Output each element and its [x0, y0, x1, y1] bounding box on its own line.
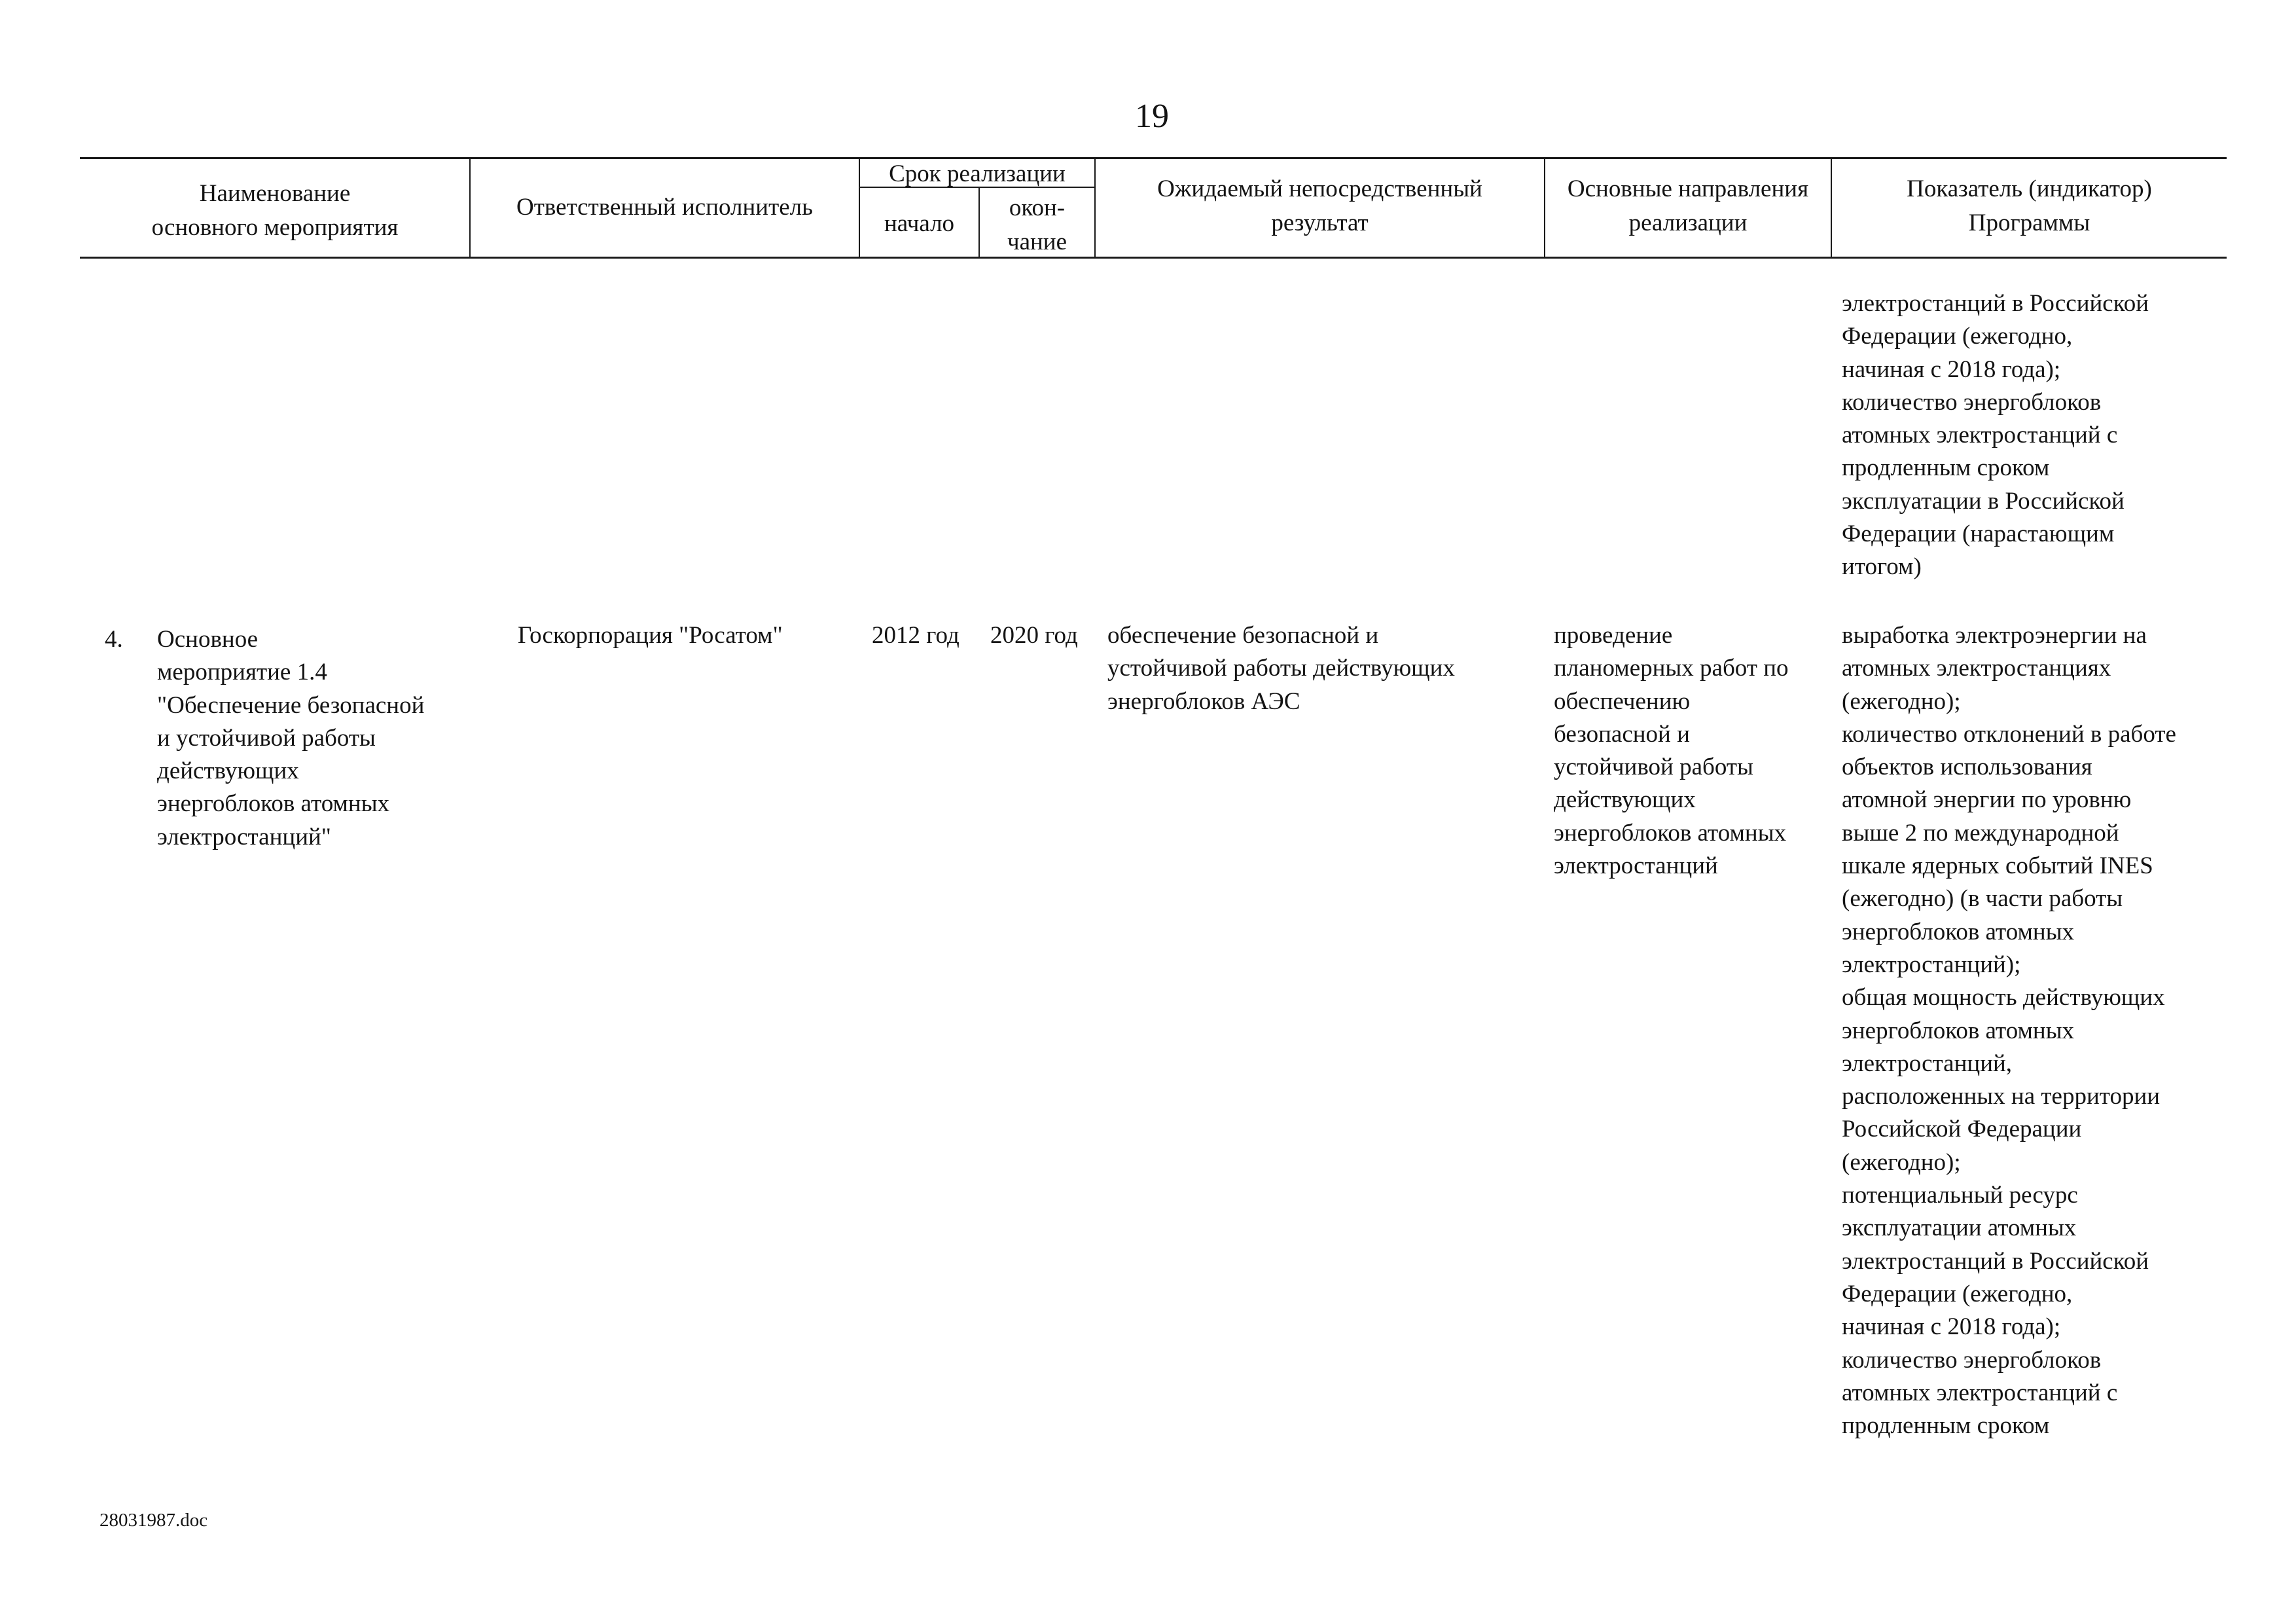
- row-indicator: выработка электроэнергии на атомных электростанциях (ежегодно); количество отклонений в работе объектов использования атомной энергии по уровню выше 2 по международной шкале ядерных событий INES (ежегодно) (в части работы энергоблоков атомных электростанций); общая мощность действующих энергоблоков атомных электростанций, расположенных на территории Российской Федерации (ежегодно); потенциальный ресурс эксплуатации атомных электростанций в Российской Федерации (ежегодно, начиная с 2018 года); количество энергоблоков атомных электростанций с продленным сроком: [1842, 622, 2176, 1440]
- header-period: Срок реализации: [889, 160, 1066, 187]
- row-executor: Госкорпорация "Росатом": [518, 622, 783, 649]
- header-executor: Ответственный исполнитель: [516, 194, 813, 221]
- row-result: обеспечение безопасной и устойчивой работы действующих энергоблоков АЭС: [1107, 622, 1455, 715]
- header-result: Ожидаемый непосредственный результат: [1157, 175, 1482, 236]
- row-number: 4.: [105, 626, 123, 653]
- header-start: начало: [884, 210, 955, 237]
- table-top-rule: [80, 157, 2227, 159]
- row-name: Основное мероприятие 1.4 "Обеспечение безопасной и устойчивой работы действующих энергоблоков атомных электростанций": [157, 626, 425, 850]
- header-directions: Основные направления реализации: [1567, 175, 1809, 236]
- header-end: окон- чание: [1007, 194, 1067, 255]
- header-indicator: Показатель (индикатор) Программы: [1907, 175, 2152, 236]
- table-header-bottom-rule: [80, 257, 2227, 259]
- header-name: Наименование основного мероприятия: [151, 180, 399, 241]
- indicator-continuation: электростанций в Российской Федерации (ежегодно, начиная с 2018 года); количество энергоблоков атомных электростанций с продленным сроком эксплуатации в Российской Федерации (нарастающим итогом): [1842, 290, 2149, 581]
- row-directions: проведение планомерных работ по обеспечению безопасной и устойчивой работы действующих энергоблоков атомных электростанций: [1554, 622, 1789, 880]
- page-number: 19: [1135, 98, 1169, 135]
- row-end: 2020 год: [990, 622, 1078, 649]
- row-start: 2012 год: [872, 622, 960, 649]
- document-filename: 28031987.doc: [99, 1510, 208, 1531]
